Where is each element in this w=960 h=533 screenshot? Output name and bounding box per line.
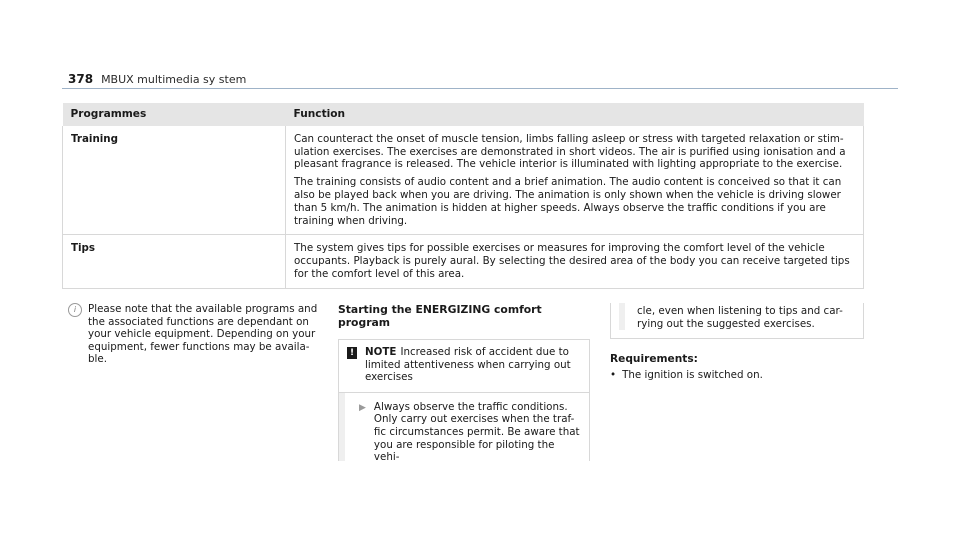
programme-name: Tips (63, 235, 286, 288)
chapter-title: MBUX multimedia sy stem (101, 73, 247, 86)
column-header-programmes: Programmes (63, 103, 286, 126)
warning-continuation (610, 303, 864, 339)
right-column (610, 303, 864, 381)
header-divider (62, 88, 898, 89)
programmes-table (62, 103, 864, 289)
table-row (63, 235, 864, 288)
requirements-title: Requirements: (610, 353, 698, 366)
column-header-function: Function (286, 103, 864, 126)
section-title: Starting the ENERGIZING comfort program (338, 303, 542, 329)
warning-label: NOTE (365, 346, 397, 358)
function-paragraph: The system gives tips for possible exercises or measures for improving the comfort level of the vehicle occupants. Playback is purely aural. By selecting the desired area of the body you can receive targeted tips for the comfort level of this area. (294, 242, 850, 280)
function-paragraph: The training consists of audio content and a brief animation. The audio content is conceived so that it can also be played back when you are driving. The animation is only shown when the vehicle is driving slower than 5 km/h. The animation is hidden at higher speeds. Always observe the traffic conditions if you are training when driving. (294, 176, 842, 227)
page-number: 378 (68, 72, 94, 86)
programme-name: Training (63, 126, 286, 235)
arrow-right-icon: ▶ (359, 402, 366, 413)
info-note-text: Please note that the available programs and the associated functions are dependant on your vehicle equipment. Depending on your equipment, fewer functions may be availa-ble. (88, 303, 318, 366)
bullet-icon: • (610, 369, 617, 382)
info-note (68, 303, 318, 366)
warning-text: Increased risk of accident due to limited attentiveness when carrying out exercises (365, 346, 571, 384)
warning-icon: ! (347, 347, 357, 359)
requirement-item (610, 369, 864, 381)
programme-function (286, 235, 864, 288)
info-icon: i (68, 303, 82, 317)
warning-instruction (339, 393, 589, 464)
function-paragraph: Can counteract the onset of muscle tension, limbs falling asleep or stress with targeted relaxation or stim-ulation exercises. The exercises are demonstrated in short videos. The air is purified using ionisation and a pleasant fragrance is released. The vehicle interior is illuminated with lighting appropriate to the exercise. (294, 132, 846, 171)
requirement-text: The ignition is switched on. (622, 369, 763, 382)
table-header-row (63, 103, 864, 126)
page-header (68, 72, 246, 86)
instruction-continuation-text: cle, even when listening to tips and car-rying out the suggested exercises. (637, 305, 843, 330)
warning-box (338, 339, 590, 464)
programme-function (286, 126, 864, 235)
instruction-text: Always observe the traffic conditions. Only carry out exercises when the traf-fic circumstances permit. Be aware that you are responsible for piloting the vehi- (373, 400, 580, 464)
warning-header (339, 340, 589, 393)
energizing-section (338, 303, 590, 464)
table-row (63, 126, 864, 235)
